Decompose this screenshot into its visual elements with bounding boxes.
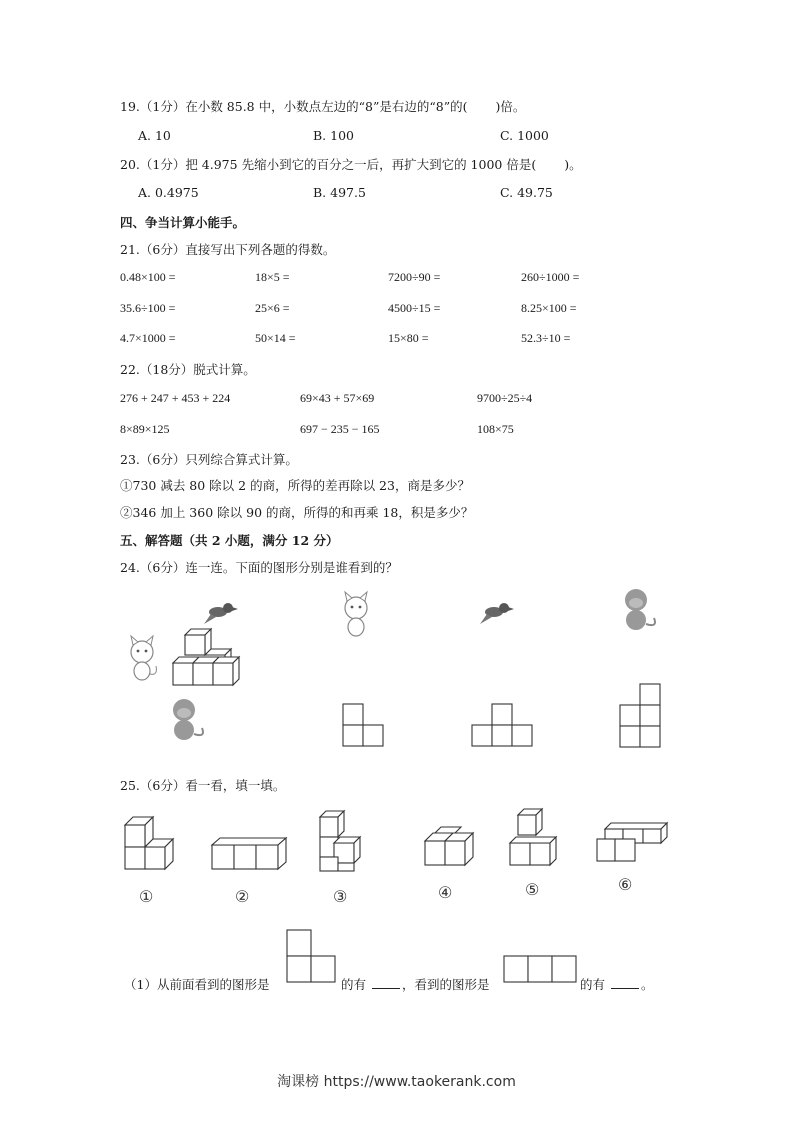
- block-figure: [173, 629, 239, 685]
- q21-r1c4: 260÷1000 =: [521, 270, 580, 284]
- q25-sub1-has-1: 的有: [341, 977, 367, 992]
- bird-icon: [204, 603, 238, 624]
- q21-r2c4: 8.25×100 =: [521, 301, 577, 315]
- q25-label-6: ⑥: [618, 875, 633, 894]
- q25-shape-l: [285, 928, 337, 986]
- q25-figure-3: [320, 811, 360, 871]
- q19-stem-text: 19.（1分）在小数 85.8 中，小数点左边的“8”是右边的“8”的(: [120, 99, 468, 114]
- q23-item-2: ②346 加上 360 除以 90 的商，所得的和再乘 18，积是多少？: [120, 505, 474, 520]
- cat-icon: [345, 592, 367, 636]
- q20-stem-text: 20.（1分）把 4.975 先缩小到它的百分之一后，再扩大到它的 1000 倍是(: [120, 157, 537, 172]
- q24-stem: 24.（6分）连一连。下面的图形分别是谁看到的？: [120, 560, 398, 575]
- q25-figure-5: [510, 809, 556, 865]
- q25-figure-1: [125, 817, 173, 869]
- q25-answer-blank-2[interactable]: [611, 987, 639, 989]
- q25-sub1-part-c: ，看到的图形是: [402, 977, 490, 992]
- q25-label-4: ④: [438, 883, 453, 902]
- q22-r1c3: 9700÷25÷4: [477, 391, 533, 405]
- q19-stem: [120, 97, 525, 115]
- q19-option-a: A. 10: [138, 128, 171, 143]
- q21-r1c1: 0.48×100 =: [120, 270, 176, 284]
- q25-label-1: ①: [139, 887, 154, 906]
- q20-option-c: C. 49.75: [500, 185, 553, 200]
- q25-figure-4: [425, 827, 473, 865]
- q25-figure-6: [597, 823, 667, 861]
- q25-sub1-part-b: [341, 975, 490, 993]
- q25-sub1-part-d: [580, 975, 654, 993]
- q20-stem-end: )。: [564, 157, 582, 172]
- q25-shape-row: [502, 954, 578, 986]
- footer-watermark: 淘课榜 https://www.taokerank.com: [277, 1074, 516, 1090]
- q20-stem: [120, 155, 582, 173]
- q21-r1c2: 18×5 =: [255, 270, 290, 284]
- cat-icon: [131, 636, 156, 680]
- q21-r3c1: 4.7×1000 =: [120, 331, 176, 345]
- monkey-icon: [625, 589, 655, 630]
- view-shape-tower: [620, 684, 660, 747]
- q25-sub1-has-2: 的有: [580, 977, 606, 992]
- q25-figure-2: [212, 838, 286, 869]
- q20-option-a: A. 0.4975: [138, 185, 199, 200]
- q21-stem: 21.（6分）直接写出下列各题的得数。: [120, 242, 336, 257]
- q22-r2c2: 697 − 235 − 165: [300, 422, 380, 436]
- q25-label-3: ③: [333, 887, 348, 906]
- q20-option-b: B. 497.5: [313, 185, 366, 200]
- q21-r3c2: 50×14 =: [255, 331, 296, 345]
- q21-r3c3: 15×80 =: [388, 331, 429, 345]
- q25-stem: 25.（6分）看一看，填一填。: [120, 778, 286, 793]
- q19-stem-end: )倍。: [495, 99, 526, 114]
- q25-label-5: ⑤: [525, 880, 540, 899]
- monkey-icon: [173, 699, 203, 740]
- q21-r3c4: 52.3÷10 =: [521, 331, 571, 345]
- section4-heading: 四、争当计算小能手。: [120, 215, 246, 230]
- view-shape-t: [472, 704, 532, 746]
- section5-heading: 五、解答题（共 2 小题，满分 12 分）: [120, 533, 339, 548]
- q22-stem: 22.（18分）脱式计算。: [120, 362, 256, 377]
- q21-r2c1: 35.6÷100 =: [120, 301, 176, 315]
- q25-sub1-part-a: （1）从前面看到的图形是: [124, 977, 270, 992]
- q22-r2c3: 108×75: [477, 422, 514, 436]
- q23-item-1: ①730 减去 80 除以 2 的商，所得的差再除以 23，商是多少？: [120, 478, 470, 493]
- q21-r2c3: 4500÷15 =: [388, 301, 441, 315]
- q22-r2c1: 8×89×125: [120, 422, 170, 436]
- q19-option-c: C. 1000: [500, 128, 549, 143]
- q19-option-b: B. 100: [313, 128, 354, 143]
- bird-icon: [480, 603, 514, 624]
- q23-stem: 23.（6分）只列综合算式计算。: [120, 452, 298, 467]
- q24-figure: [110, 580, 690, 760]
- q25-sub1-end: 。: [641, 977, 654, 992]
- q21-r2c2: 25×6 =: [255, 301, 290, 315]
- q22-r1c2: 69×43 + 57×69: [300, 391, 375, 405]
- q22-r1c1: 276 + 247 + 453 + 224: [120, 391, 231, 405]
- q21-r1c3: 7200÷90 =: [388, 270, 441, 284]
- view-shape-l: [343, 704, 383, 746]
- q25-answer-blank-1[interactable]: [372, 987, 400, 989]
- q25-figures: [115, 805, 675, 915]
- q25-label-2: ②: [235, 887, 250, 906]
